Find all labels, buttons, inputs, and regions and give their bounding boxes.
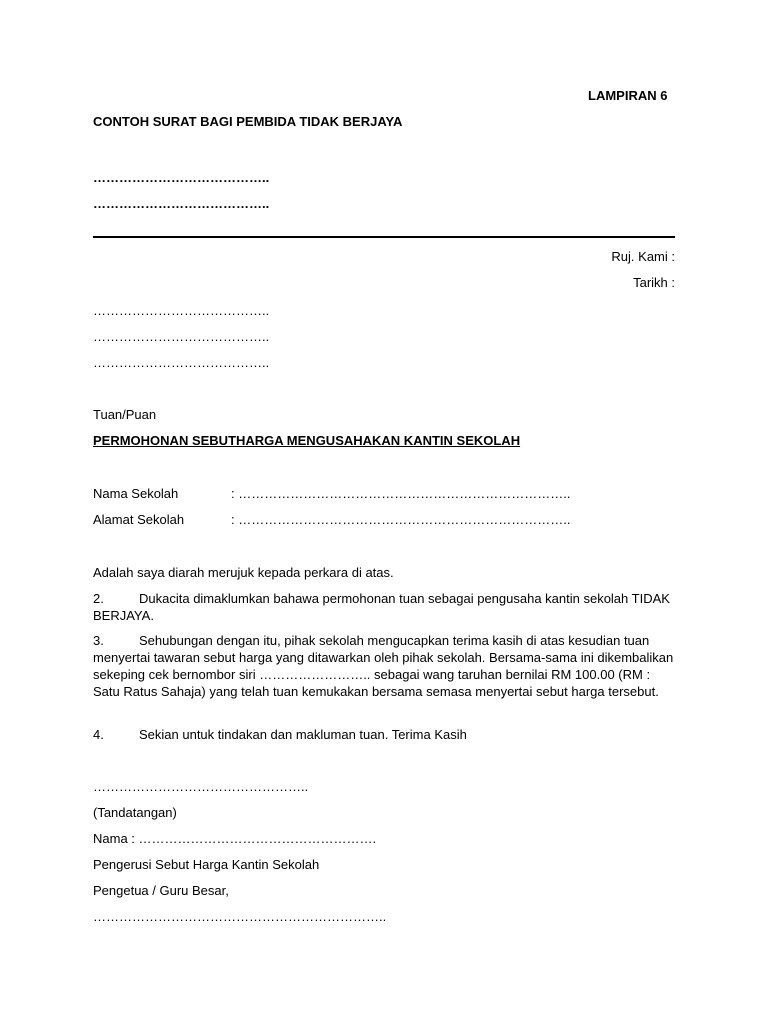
recipient-line-3: ………………………………….. [93, 355, 270, 370]
header-divider [93, 236, 675, 238]
recipient-line-2: ………………………………….. [93, 329, 270, 344]
signature-line: ………………………………………….. [93, 779, 309, 794]
paragraph-4-number: 4. [93, 727, 104, 742]
school-name-label: Nama Sekolah [93, 486, 179, 501]
signatory-name: Nama : ………………………………………………. [93, 831, 377, 846]
paragraph-2-text: Dukacita dimaklumkan bahawa permohonan tuan sebagai pengusaha kantin sekolah TIDAK BERJAYA. [93, 591, 670, 623]
paragraph-4-text: Sekian untuk tindakan dan makluman tuan. Terima Kasih [139, 727, 467, 742]
document-title: CONTOH SURAT BAGI PEMBIDA TIDAK BERJAYA [93, 114, 403, 129]
paragraph-4 [93, 726, 679, 743]
paragraph-3-number: 3. [93, 633, 104, 648]
paragraph-2-number: 2. [93, 591, 104, 606]
school-name-value: : ………………………………………………………………….. [231, 486, 571, 501]
signatory-role-2: Pengetua / Guru Besar, [93, 883, 229, 898]
sender-line-2: ………………………………….. [93, 196, 270, 211]
signatory-role-1: Pengerusi Sebut Harga Kantin Sekolah [93, 857, 320, 872]
paragraph-3 [93, 632, 679, 700]
paragraph-2 [93, 590, 679, 624]
signature-bottom-line: ………………………………………………………….. [93, 909, 387, 924]
sender-line-1: ………………………………….. [93, 170, 270, 185]
our-reference-label: Ruj. Kami : [611, 249, 675, 264]
recipient-line-1: ………………………………….. [93, 303, 270, 318]
salutation: Tuan/Puan [93, 407, 157, 422]
appendix-label: LAMPIRAN 6 [588, 88, 668, 103]
school-address-value: : ………………………………………………………………….. [231, 512, 571, 527]
school-address-label: Alamat Sekolah [93, 512, 185, 527]
subject-heading: PERMOHONAN SEBUTHARGA MENGUSAHAKAN KANTIN SEKOLAH [93, 433, 521, 448]
date-label: Tarikh : [633, 275, 675, 290]
paragraph-3-text: Sehubungan dengan itu, pihak sekolah mengucapkan terima kasih di atas kesudian tuan menyertai tawaran sebut harga yang ditawarkan oleh pihak sekolah. Bersama-sama ini dikembalikan sekeping cek bernombor siri …………………….. sebagai wang taruhan bernilai RM 100.00 (RM : Satu Ratus Sahaja) yang telah tuan kemukakan bersama semasa menyertai sebut harga tersebut. [93, 633, 674, 699]
signature-label: (Tandatangan) [93, 805, 177, 820]
intro-paragraph: Adalah saya diarah merujuk kepada perkara di atas. [93, 565, 394, 580]
